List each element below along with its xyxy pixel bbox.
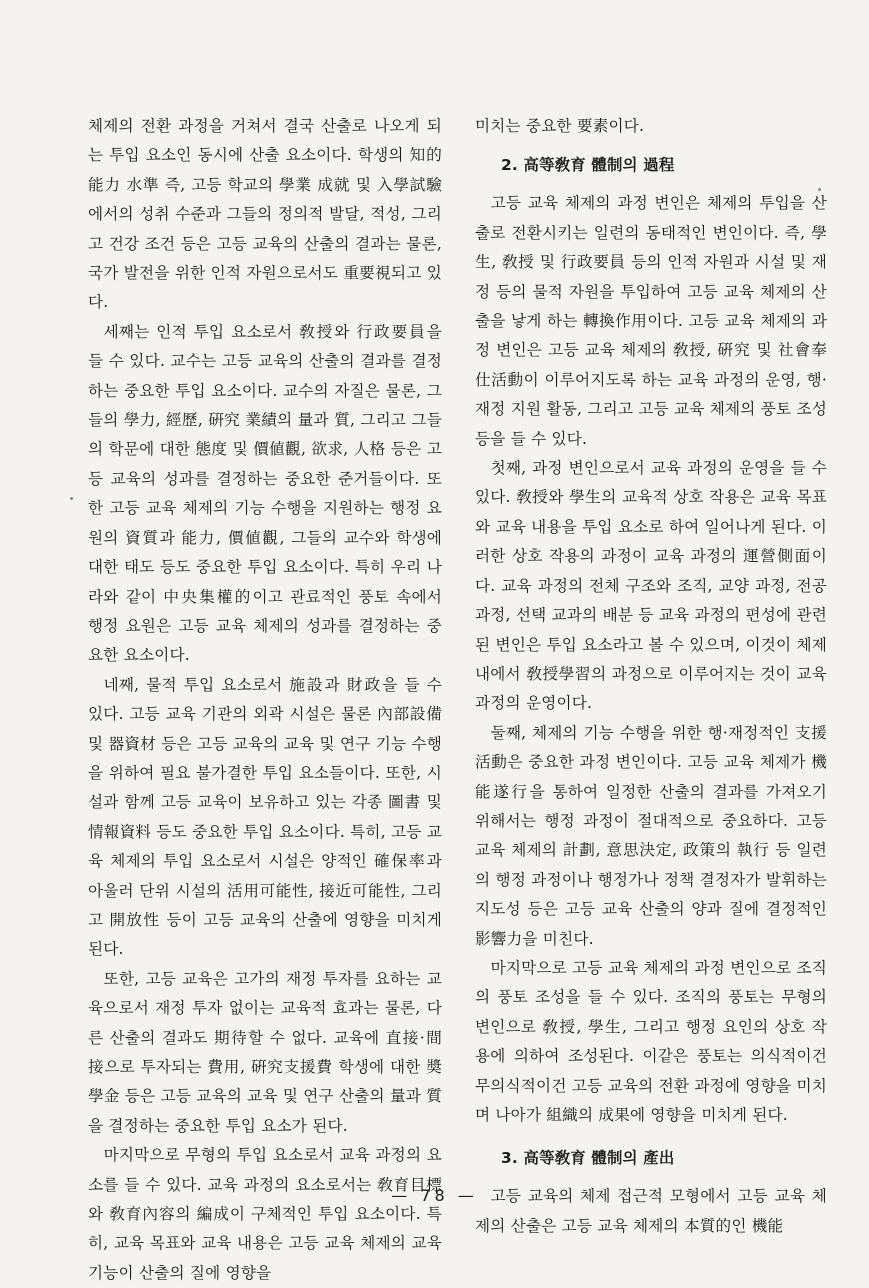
- right-column: [475, 112, 827, 1241]
- section-2-paragraph-2: 첫째, 과정 변인으로서 교육 과정의 운영을 들 수 있다. 敎授와 學生의 교육적 상호 작용은 교육 목표와 교육 내용을 투입 요소로 하여 일어나게 된다. 이러한 상호 작용의 과정이 교육 과정의 運營側面이다. 교육 과정의 전체 구조와 조직, 교양 과정, 전공 과정, 선택 교과의 배분 등 교육 과정의 편성에 관련된 변인은 투입 요소라고 볼 수 있으며, 이것이 체제 내에서 敎授學習의 과정으로 이루어지는 것이 교육 과정의 운영이다.: [475, 459, 827, 713]
- left-paragraph-2: 세째는 인적 투입 요소로서 敎授와 行政要員을 들 수 있다. 교수는 고등 교육의 산출의 결과를 결정하는 중요한 투입 요소이다. 교수의 자질은 물론, 그들의 學力, 經歷, 硏究 業績의 量과 質, 그리고 그들의 학문에 대한 態度 및 價値觀, 欲求, 人格 등은 고등 교육의 성과를 결정하는 중요한 준거들이다. 또한 고등 교육 체제의 기능 수행을 지원하는 행정 요원의 資質과 能力, 價値觀, 그들의 교수와 학생에 대한 태도 등도 중요한 투입 요소이다. 특히 우리 나라와 같이 中央集權的이고 관료적인 풍토 속에서 행정 요원은 고등 교육 체제의 성과를 결정하는 중요한 요소이다.: [88, 322, 442, 665]
- left-column: [88, 112, 442, 1288]
- left-paragraph-5: 마지막으로 무형의 투입 요소로서 교육 과정의 요소를 들 수 있다. 교육 과정의 요소로서는 敎育目標와 敎育內容의 編成이 구체적인 투입 요소이다. 특히, 교육 목표와 교육 내용은 고등 교육 체제의 교육 기능이 산출의 질에 영향을: [88, 1146, 442, 1282]
- scan-speck: [70, 497, 73, 500]
- section-2-paragraph-3: 둘째, 체제의 기능 수행을 위한 행·재정적인 支援活動은 중요한 과정 변인이다. 고등 교육 체제가 機能遂行을 통하여 일정한 산출의 결과를 가져오기 위해서는 행정 과정이 절대적으로 중요하다. 고등 교육 체제의 計劃, 意思決定, 政策의 執行 등 일련의 행정 과정이나 행정가나 정책 결정자가 발휘하는 지도성 등은 고등 교육 산출의 양과 질에 결정적인 影響力을 미친다.: [475, 723, 827, 948]
- left-paragraph-1: 체제의 전환 과정을 거쳐서 결국 산출로 나오게 되는 투입 요소인 동시에 산출 요소이다. 학생의 知的能力 水準 즉, 고등 학교의 學業 成就 및 入學試驗에서의 성취 수준과 그들의 정의적 발달, 적성, 그리고 건강 조건 등은 고등 교육의 산출의 결과는 물론, 국가 발전을 위한 인적 자원으로서도 重要視되고 있다.: [88, 117, 442, 312]
- section-3-heading: 3. 高等敎育 體制의 產出: [501, 1149, 675, 1168]
- scan-speck: [818, 188, 821, 191]
- right-intro-line: 미치는 중요한 要素이다.: [475, 117, 645, 135]
- section-2-heading: 2. 高等敎育 體制의 過程: [501, 156, 675, 175]
- left-paragraph-4: 또한, 고등 교육은 고가의 재정 투자를 요하는 교육으로서 재정 투자 없이는 교육적 효과는 물론, 다른 산출의 결과도 期待할 수 없다. 교육에 直接·間接으로 투자되는 費用, 硏究支援費 학생에 대한 奬學金 등은 고등 교육의 교육 및 연구 산출의 量과 質을 결정하는 중요한 투입 요소가 된다.: [88, 969, 442, 1135]
- section-3-paragraph-1: 고등 교육의 체제 접근적 모형에서 고등 교육 체제의 산출은 고등 교육 체제의 本質的인 機能: [475, 1187, 827, 1235]
- section-2-paragraph-4: 마지막으로 고등 교육 체제의 과정 변인으로 조직의 풍토 조성을 들 수 있다. 조직의 풍토는 무형의 변인으로 敎授, 學生, 그리고 행정 요인의 상호 작용에 의하여 조성된다. 이같은 풍토는 의식적이건 무의식적이건 고등 교육의 전환 과정에 영향을 미치며 나아가 組織의 成果에 영향을 미치게 된다.: [475, 958, 827, 1124]
- left-paragraph-3: 네째, 물적 투입 요소로서 施設과 財政을 들 수 있다. 고등 교육 기관의 외곽 시설은 물론 內部設備 및 器資材 등은 고등 교육의 교육 및 연구 기능 수행을 위하여 필요 불가결한 투입 요소들이다. 또한, 시설과 함께 고등 교육이 보유하고 있는 각종 圖書 및 情報資料 등도 중요한 투입 요소이다. 특히, 고등 교육 체제의 투입 요소로서 시설은 양적인 確保率과 아울러 단위 시설의 活用可能性, 接近可能性, 그리고 開放性 등이 고등 교육의 산출에 영향을 미치게 된다.: [88, 675, 442, 959]
- page-number: — 78 —: [391, 1186, 478, 1205]
- section-2-paragraph-1: 고등 교육 체제의 과정 변인은 체제의 투입을 산출로 전환시키는 일련의 동태적인 변인이다. 즉, 學生, 敎授 및 行政要員 등의 인적 자원과 시설 및 재정 등의 물적 자원을 투입하여 고등 교육 체제의 산출을 낳게 하는 轉換作用이다. 고등 교육 체제의 과정 변인은 고등 교육 체제의 敎授, 硏究 및 社會奉仕活動이 이루어지도록 하는 교육 과정의 운영, 행·재정 지원 활동, 그리고 고등 교육 체제의 풍토 조성 등을 들 수 있다.: [475, 194, 827, 448]
